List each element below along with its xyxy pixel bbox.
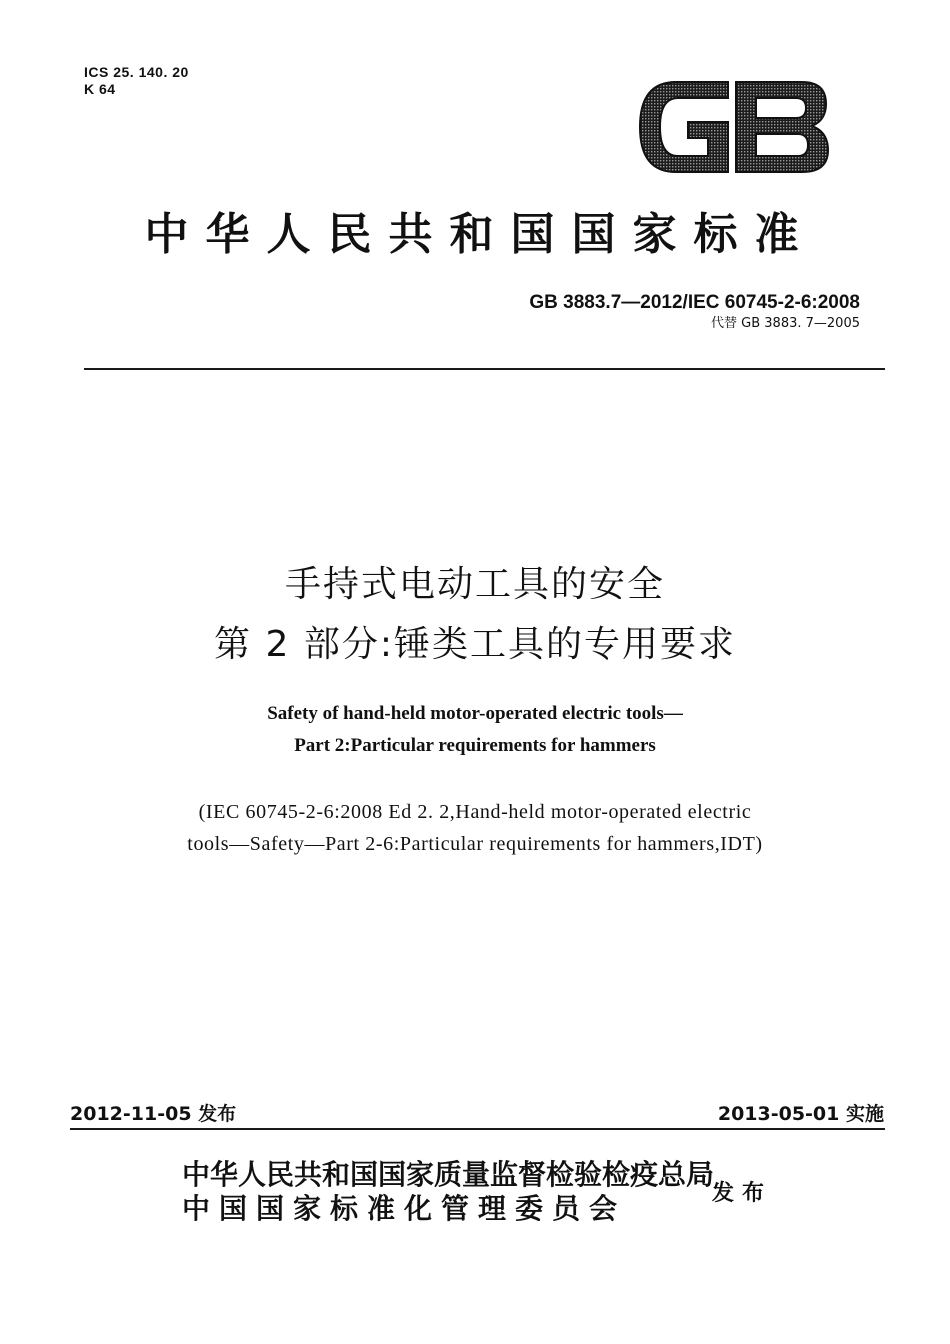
iec-reference-line2: tools—Safety—Part 2-6:Particular requirements for hammers,IDT) xyxy=(187,833,763,855)
issue-date: 2012-11-05 发布 xyxy=(70,1103,237,1125)
issuer-sac: 中国国家标准化管理委员会 xyxy=(182,1192,627,1225)
gb-logo xyxy=(636,76,832,178)
bottom-divider xyxy=(70,1128,885,1130)
issuer-aqsiq: 中华人民共和国国家质量监督检验检疫总局 xyxy=(182,1158,715,1191)
ics-code: ICS 25. 140. 20 xyxy=(84,64,189,80)
english-title-line2: Part 2:Particular requirements for hammers xyxy=(294,735,656,756)
standard-number: GB 3883.7—2012/IEC 60745-2-6:2008 xyxy=(529,292,860,313)
top-divider xyxy=(84,368,885,370)
classification-codes xyxy=(84,64,189,98)
publish-label: 发布 xyxy=(712,1181,773,1206)
national-standard-title: 中华人民共和国国家标准 xyxy=(144,209,816,260)
chinese-title-line1: 手持式电动工具的安全 xyxy=(284,564,665,605)
replaces-standard: 代替 GB 3883. 7—2005 xyxy=(711,316,860,331)
chinese-title-line2: 第 2 部分:锤类工具的专用要求 xyxy=(214,624,736,665)
effective-date: 2013-05-01 实施 xyxy=(717,1103,884,1125)
iec-reference-line1: (IEC 60745-2-6:2008 Ed 2. 2,Hand-held motor-operated electric xyxy=(198,801,752,823)
gb-logo-text: GB xyxy=(732,135,736,137)
english-title-line1: Safety of hand-held motor-operated electric tools— xyxy=(267,703,683,724)
ccs-code: K 64 xyxy=(84,81,116,97)
